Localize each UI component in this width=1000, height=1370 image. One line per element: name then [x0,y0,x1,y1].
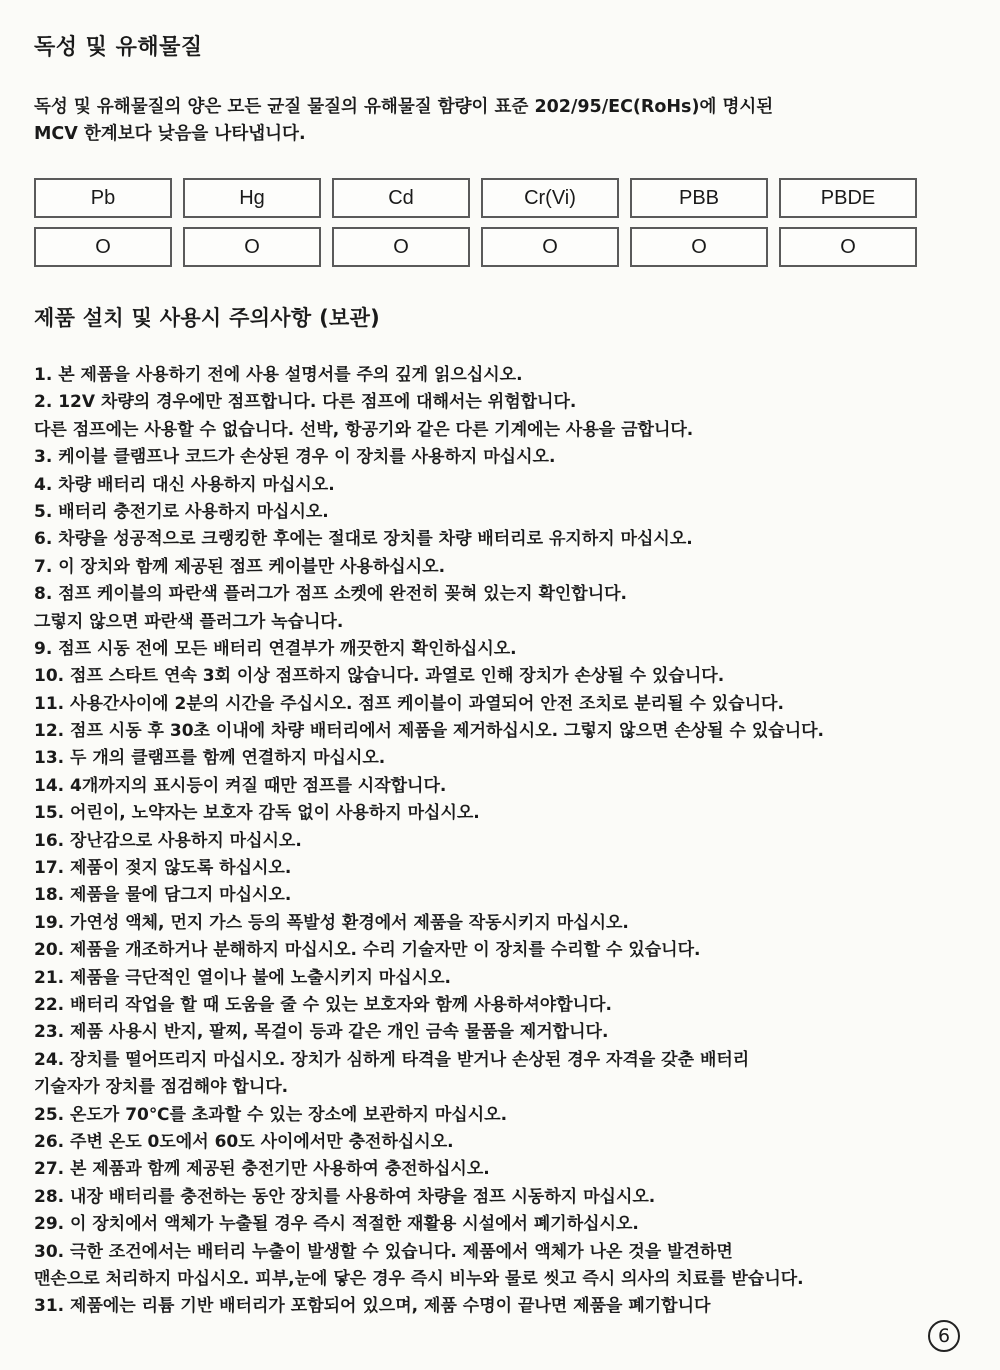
substance-value-cell: O [779,227,917,267]
caution-item: 14. 4개까지의 표시등이 켜질 때만 점프를 시작합니다. [34,775,447,796]
substance-value-cell: O [34,227,172,267]
caution-item: 25. 온도가 70℃를 초과할 수 있는 장소에 보관하지 마십시오. [34,1104,508,1125]
intro-line: 독성 및 유해물질의 양은 모든 균질 물질의 유해물질 함량이 표준 202/95/EC(RoHs)에 명시된 [34,97,774,117]
caution-item: 24. 장치를 떨어뜨리지 마십시오. 장치가 심하게 타격을 받거나 손상된 경우 자격을 갖춘 배터리 [34,1049,750,1070]
substance-header-cell: Cd [332,178,470,218]
substance-header-cell: Cr(Vi) [481,178,619,218]
caution-list [34,362,974,1321]
substance-header-cell: Hg [183,178,321,218]
substance-value-cell: O [481,227,619,267]
caution-item: 17. 제품이 젖지 않도록 하십시오. [34,858,292,879]
caution-item: 1. 본 제품을 사용하기 전에 사용 설명서를 주의 깊게 읽으십시오. [34,365,523,385]
substance-table [34,178,917,276]
caution-item: 8. 점프 케이블의 파란색 플러그가 점프 소켓에 완전히 꽂혀 있는지 확인합니다. [34,584,628,605]
caution-item: 11. 사용간사이에 2분의 시간을 주십시오. 점프 케이블이 과열되어 안전 조치로 분리될 수 있습니다. [34,693,784,714]
caution-item: 10. 점프 스타트 연속 3회 이상 점프하지 않습니다. 과열로 인해 장치가 손상될 수 있습니다. [34,666,725,687]
caution-item: 그렇지 않으면 파란색 플러그가 녹습니다. [34,611,344,632]
substance-value-cell: O [332,227,470,267]
caution-item: 26. 주변 온도 0도에서 60도 사이에서만 충전하십시오. [34,1131,454,1152]
substance-value-row [34,227,917,267]
intro-paragraph [34,94,934,148]
caution-item: 다른 점프에는 사용할 수 없습니다. 선박, 항공기와 같은 다른 기계에는 사용을 금합니다. [34,419,694,440]
caution-item: 13. 두 개의 클램프를 함께 연결하지 마십시오. [34,748,386,769]
caution-item: 21. 제품을 극단적인 열이나 불에 노출시키지 마십시오. [34,967,451,988]
caution-item: 16. 장난감으로 사용하지 마십시오. [34,830,302,851]
caution-item: 2. 12V 차량의 경우에만 점프합니다. 다른 점프에 대해서는 위험합니다. [34,392,577,413]
caution-item: 7. 이 장치와 함께 제공된 점프 케이블만 사용하십시오. [34,556,446,577]
caution-item: 4. 차량 배터리 대신 사용하지 마십시오. [34,474,335,495]
caution-item: 23. 제품 사용시 반지, 팔찌, 목걸이 등과 같은 개인 금속 물품을 제거합니다. [34,1022,609,1043]
caution-item: 18. 제품을 물에 담그지 마십시오. [34,885,292,906]
intro-line: MCV 한계보다 낮음을 나타냅니다. [34,124,306,144]
caution-item: 31. 제품에는 리튬 기반 배터리가 포함되어 있으며, 제품 수명이 끝나면 제품을 폐기합니다 [34,1296,711,1317]
substance-header-cell: Pb [34,178,172,218]
caution-item: 29. 이 장치에서 액체가 누출될 경우 즉시 적절한 재활용 시설에서 폐기하십시오. [34,1214,639,1235]
substance-value-cell: O [183,227,321,267]
caution-item: 6. 차량을 성공적으로 크랭킹한 후에는 절대로 장치를 차량 배터리로 유지하지 마십시오. [34,529,693,550]
substance-header-row [34,178,917,218]
caution-item: 기술자가 장치를 점검해야 합니다. [34,1077,289,1098]
caution-item: 12. 점프 시동 후 30초 이내에 차량 배터리에서 제품을 제거하십시오. 그렇지 않으면 손상될 수 있습니다. [34,721,825,742]
caution-item: 28. 내장 배터리를 충전하는 동안 장치를 사용하여 차량을 점프 시동하지 마십시오. [34,1186,656,1207]
toxic-substances-title: 독성 및 유해물질 [34,35,203,60]
caution-item: 22. 배터리 작업을 할 때 도움을 줄 수 있는 보호자와 함께 사용하셔야합니다. [34,994,612,1015]
caution-item: 5. 배터리 충전기로 사용하지 마십시오. [34,501,329,522]
caution-item: 15. 어린이, 노약자는 보호자 감독 없이 사용하지 마십시오. [34,803,480,824]
substance-header-cell: PBDE [779,178,917,218]
substance-value-cell: O [630,227,768,267]
caution-item: 3. 케이블 클램프나 코드가 손상된 경우 이 장치를 사용하지 마십시오. [34,447,556,468]
substance-header-cell: PBB [630,178,768,218]
caution-item: 19. 가연성 액체, 먼지 가스 등의 폭발성 환경에서 제품을 작동시키지 마십시오. [34,912,629,933]
caution-item: 30. 극한 조건에서는 배터리 누출이 발생할 수 있습니다. 제품에서 액체가 나온 것을 발견하면 [34,1241,733,1262]
caution-item: 맨손으로 처리하지 마십시오. 피부,눈에 닿은 경우 즉시 비누와 물로 씻고 즉시 의사의 치료를 받습니다. [34,1268,804,1289]
caution-item: 20. 제품을 개조하거나 분해하지 마십시오. 수리 기술자만 이 장치를 수리할 수 있습니다. [34,940,701,961]
caution-item: 27. 본 제품과 함께 제공된 충전기만 사용하여 충전하십시오. [34,1159,490,1180]
page-number: 6 [928,1320,960,1352]
cautions-section-title: 제품 설치 및 사용시 주의사항 (보관) [34,306,381,330]
caution-item: 9. 점프 시동 전에 모든 배터리 연결부가 깨끗한지 확인하십시오. [34,638,517,659]
